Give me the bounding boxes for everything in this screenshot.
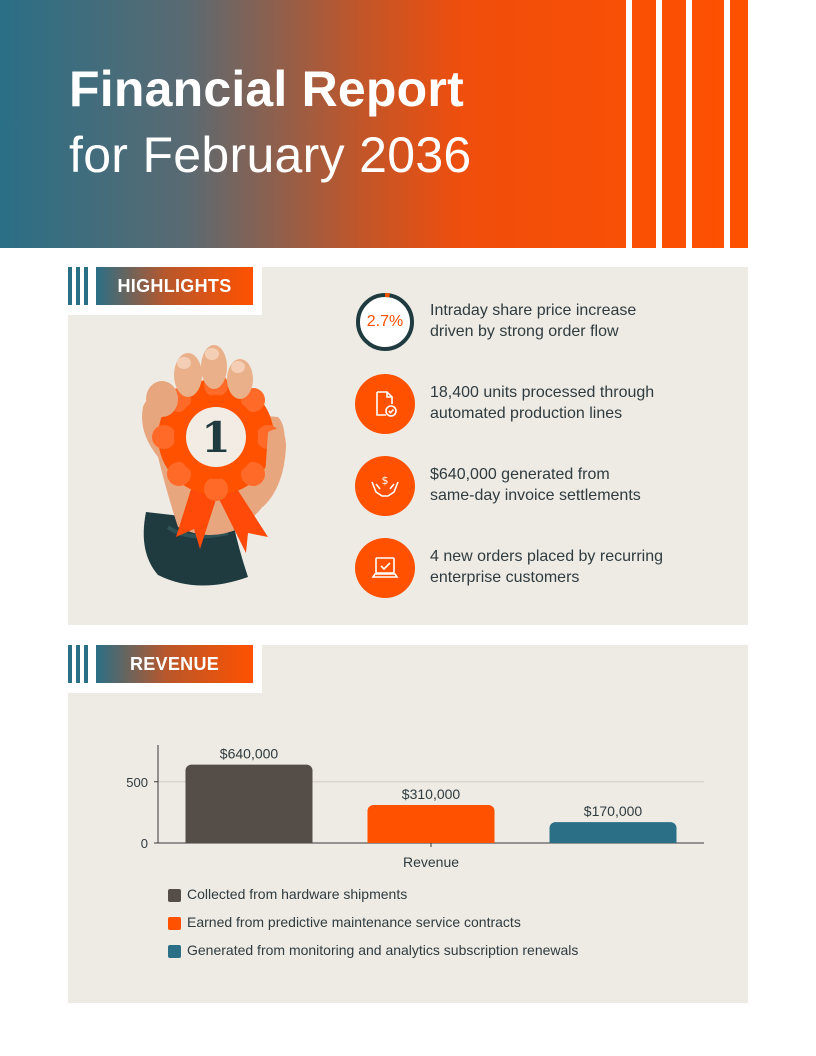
- bar-value-label: $170,000: [583, 803, 643, 820]
- revenue-bar-chart: [68, 725, 748, 875]
- legend-label: Generated from monitoring and analytics subscription renewals: [187, 942, 579, 958]
- document-check-icon: [369, 388, 401, 420]
- highlights-tab: [68, 267, 262, 315]
- medal-number: 1: [201, 413, 231, 462]
- bar-value-label: $640,000: [219, 745, 279, 762]
- header-stripe: [626, 0, 632, 248]
- laptop-check-icon: [369, 552, 401, 584]
- highlight-text-line: $640,000 generated from: [430, 466, 610, 483]
- highlights-panel: [68, 267, 748, 625]
- share-price-badge: 2.7%: [366, 313, 404, 330]
- highlight-text-line: enterprise customers: [430, 569, 580, 586]
- header-stripe: [656, 0, 662, 248]
- highlight-text-line: 4 new orders placed by recurring: [430, 548, 664, 565]
- tab-bar: [76, 267, 80, 305]
- x-axis-label: Revenue: [402, 854, 460, 870]
- revenue-tab: [68, 645, 262, 693]
- bar-base: [186, 837, 313, 843]
- highlight-text: [430, 300, 730, 342]
- highlight-item: [355, 292, 735, 354]
- tab-bar: [84, 267, 88, 305]
- legend-swatch: [168, 889, 181, 902]
- legend-swatch: [168, 917, 181, 930]
- tab-bar: [84, 645, 88, 683]
- highlight-text: [430, 382, 730, 424]
- highlight-text: [430, 464, 730, 506]
- svg-text:$: $: [381, 474, 389, 487]
- highlight-text-line: driven by strong order flow: [430, 323, 619, 340]
- y-tick-label: 500: [126, 774, 148, 790]
- highlight-text-line: automated production lines: [430, 405, 623, 422]
- tab-bar: [76, 645, 80, 683]
- highlight-text-line: same-day invoice settlements: [430, 487, 641, 504]
- highlight-item: [355, 538, 735, 600]
- revenue-heading: REVENUE: [96, 645, 253, 683]
- highlight-text: [430, 546, 730, 588]
- header-stripe: [724, 0, 730, 248]
- highlight-text-line: Intraday share price increase: [430, 302, 637, 319]
- highlights-heading: HIGHLIGHTS: [96, 267, 253, 305]
- revenue-panel: [68, 645, 748, 1003]
- bar-base: [368, 837, 495, 843]
- hands-money-icon: [369, 470, 401, 502]
- legend-label: Collected from hardware shipments: [187, 886, 408, 902]
- legend-label: Earned from predictive maintenance service contracts: [187, 914, 521, 930]
- header-banner: [0, 0, 748, 248]
- y-tick-label: 0: [140, 836, 148, 851]
- bar-1: [186, 765, 313, 843]
- report-title: Financial Report: [69, 61, 464, 117]
- bar-base: [550, 837, 677, 843]
- highlight-item: [355, 374, 735, 436]
- bar-value-label: $310,000: [401, 786, 461, 803]
- header-stripe: [686, 0, 692, 248]
- highlight-item: [355, 456, 735, 518]
- legend-swatch: [168, 945, 181, 958]
- first-place-ribbon-icon: [128, 337, 308, 597]
- highlight-text-line: 18,400 units processed through: [430, 384, 655, 401]
- tab-bar: [68, 267, 72, 305]
- tab-bar: [68, 645, 72, 683]
- report-subtitle: for February 2036: [69, 127, 472, 183]
